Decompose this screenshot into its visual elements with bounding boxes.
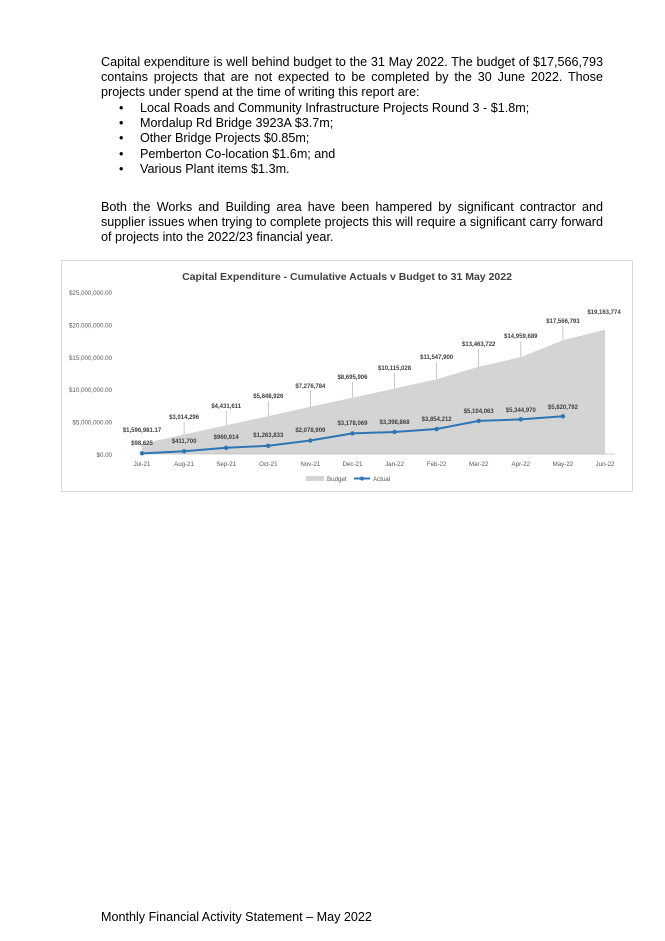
chart-svg	[62, 261, 632, 491]
legend-budget-label: Budget	[327, 476, 347, 483]
list-item: • Pemberton Co-location $1.6m; and	[101, 147, 529, 162]
list-item: • Various Plant items $1.3m.	[101, 162, 529, 177]
budget-area	[142, 330, 605, 454]
actual-point	[561, 414, 565, 418]
actual-point	[392, 430, 396, 434]
budget-data-label: $14,959,689	[504, 334, 538, 340]
budget-data-label: $13,463,722	[462, 342, 496, 348]
y-tick-label: $25,000,000.00	[68, 290, 112, 297]
y-tick-label: $15,000,000.00	[68, 354, 112, 362]
capital-expenditure-chart	[61, 260, 633, 492]
list-item: • Mordalup Rd Bridge 3923A $3.7m;	[101, 116, 529, 131]
budget-data-label: $5,848,926	[253, 394, 284, 400]
actual-data-label: $411,700	[171, 439, 197, 445]
y-tick-label: $10,000,000.00	[68, 387, 112, 395]
page-footer: Monthly Financial Activity Statement – May 2022	[101, 910, 372, 924]
y-tick-label: $5,000,000.00	[72, 419, 112, 427]
actual-point	[350, 431, 354, 435]
x-tick-label: Jun-22	[595, 461, 615, 468]
legend-actual-marker	[360, 477, 364, 481]
actual-data-label: $2,078,909	[295, 428, 326, 434]
underspend-list	[101, 101, 529, 177]
actual-data-label: $98,625	[131, 441, 153, 447]
x-tick-label: Aug-21	[174, 461, 195, 468]
actual-data-label: $960,914	[213, 435, 239, 441]
x-tick-label: Sep-21	[216, 461, 237, 468]
chart-title: Capital Expenditure - Cumulative Actuals v Budget to 31 May 2022	[182, 271, 512, 283]
list-item: • Other Bridge Projects $0.85m;	[101, 131, 529, 146]
paragraph-contractor-issues: Both the Works and Building area have been hampered by significant contractor and supplier issues when trying to complete projects this will require a significant carry forward of projects into the 2022/23 financial year.	[101, 200, 603, 245]
x-tick-label: Jul-21	[133, 461, 151, 468]
budget-data-label: $11,547,900	[420, 355, 454, 361]
actual-data-label: $5,104,063	[463, 409, 494, 415]
budget-data-label: $19,163,774	[587, 310, 621, 316]
paragraph-intro: Capital expenditure is well behind budget to the 31 May 2022. The budget of $17,566,793 contains projects that are not expected to be completed by the 30 June 2022. Those projects under spend at the time of writing this report are:	[101, 55, 603, 100]
actual-point	[519, 417, 523, 421]
list-item: • Local Roads and Community Infrastructure Projects Round 3 - $1.8m;	[101, 101, 529, 116]
x-tick-label: Feb-22	[426, 461, 447, 468]
x-tick-label: May-22	[552, 461, 574, 468]
budget-data-label: $1,596,981.17	[122, 428, 162, 434]
budget-data-label: $3,014,296	[169, 415, 200, 421]
x-tick-label: Apr-22	[511, 461, 531, 468]
x-tick-label: Nov-21	[300, 461, 321, 468]
budget-data-label: $4,431,611	[211, 404, 242, 410]
x-tick-label: Mar-22	[468, 461, 489, 468]
actual-data-label: $1,263,833	[253, 433, 284, 439]
x-tick-label: Jan-22	[385, 461, 405, 468]
legend-actual-label: Actual	[373, 476, 391, 483]
actual-data-label: $3,178,069	[337, 421, 368, 427]
y-tick-label: $0.00	[96, 452, 112, 459]
legend-budget-swatch	[306, 476, 324, 481]
actual-point	[477, 419, 481, 423]
budget-data-label: $7,276,784	[295, 384, 326, 390]
actual-point	[308, 438, 312, 442]
actual-point	[224, 446, 228, 450]
actual-data-label: $5,820,792	[547, 405, 578, 411]
budget-data-label: $17,566,793	[546, 319, 580, 325]
actual-data-label: $3,854,212	[421, 417, 452, 423]
budget-data-label: $8,695,906	[337, 375, 368, 381]
budget-data-label: $10,115,028	[378, 366, 412, 372]
actual-data-label: $5,344,970	[505, 408, 536, 414]
x-tick-label: Dec-21	[342, 461, 363, 468]
actual-point	[434, 427, 438, 431]
actual-data-label: $3,398,868	[379, 420, 410, 426]
y-tick-label: $20,000,000.00	[68, 322, 112, 330]
actual-point	[182, 449, 186, 453]
actual-point	[140, 451, 144, 455]
x-tick-label: Oct-21	[258, 461, 278, 468]
actual-point	[266, 444, 270, 448]
